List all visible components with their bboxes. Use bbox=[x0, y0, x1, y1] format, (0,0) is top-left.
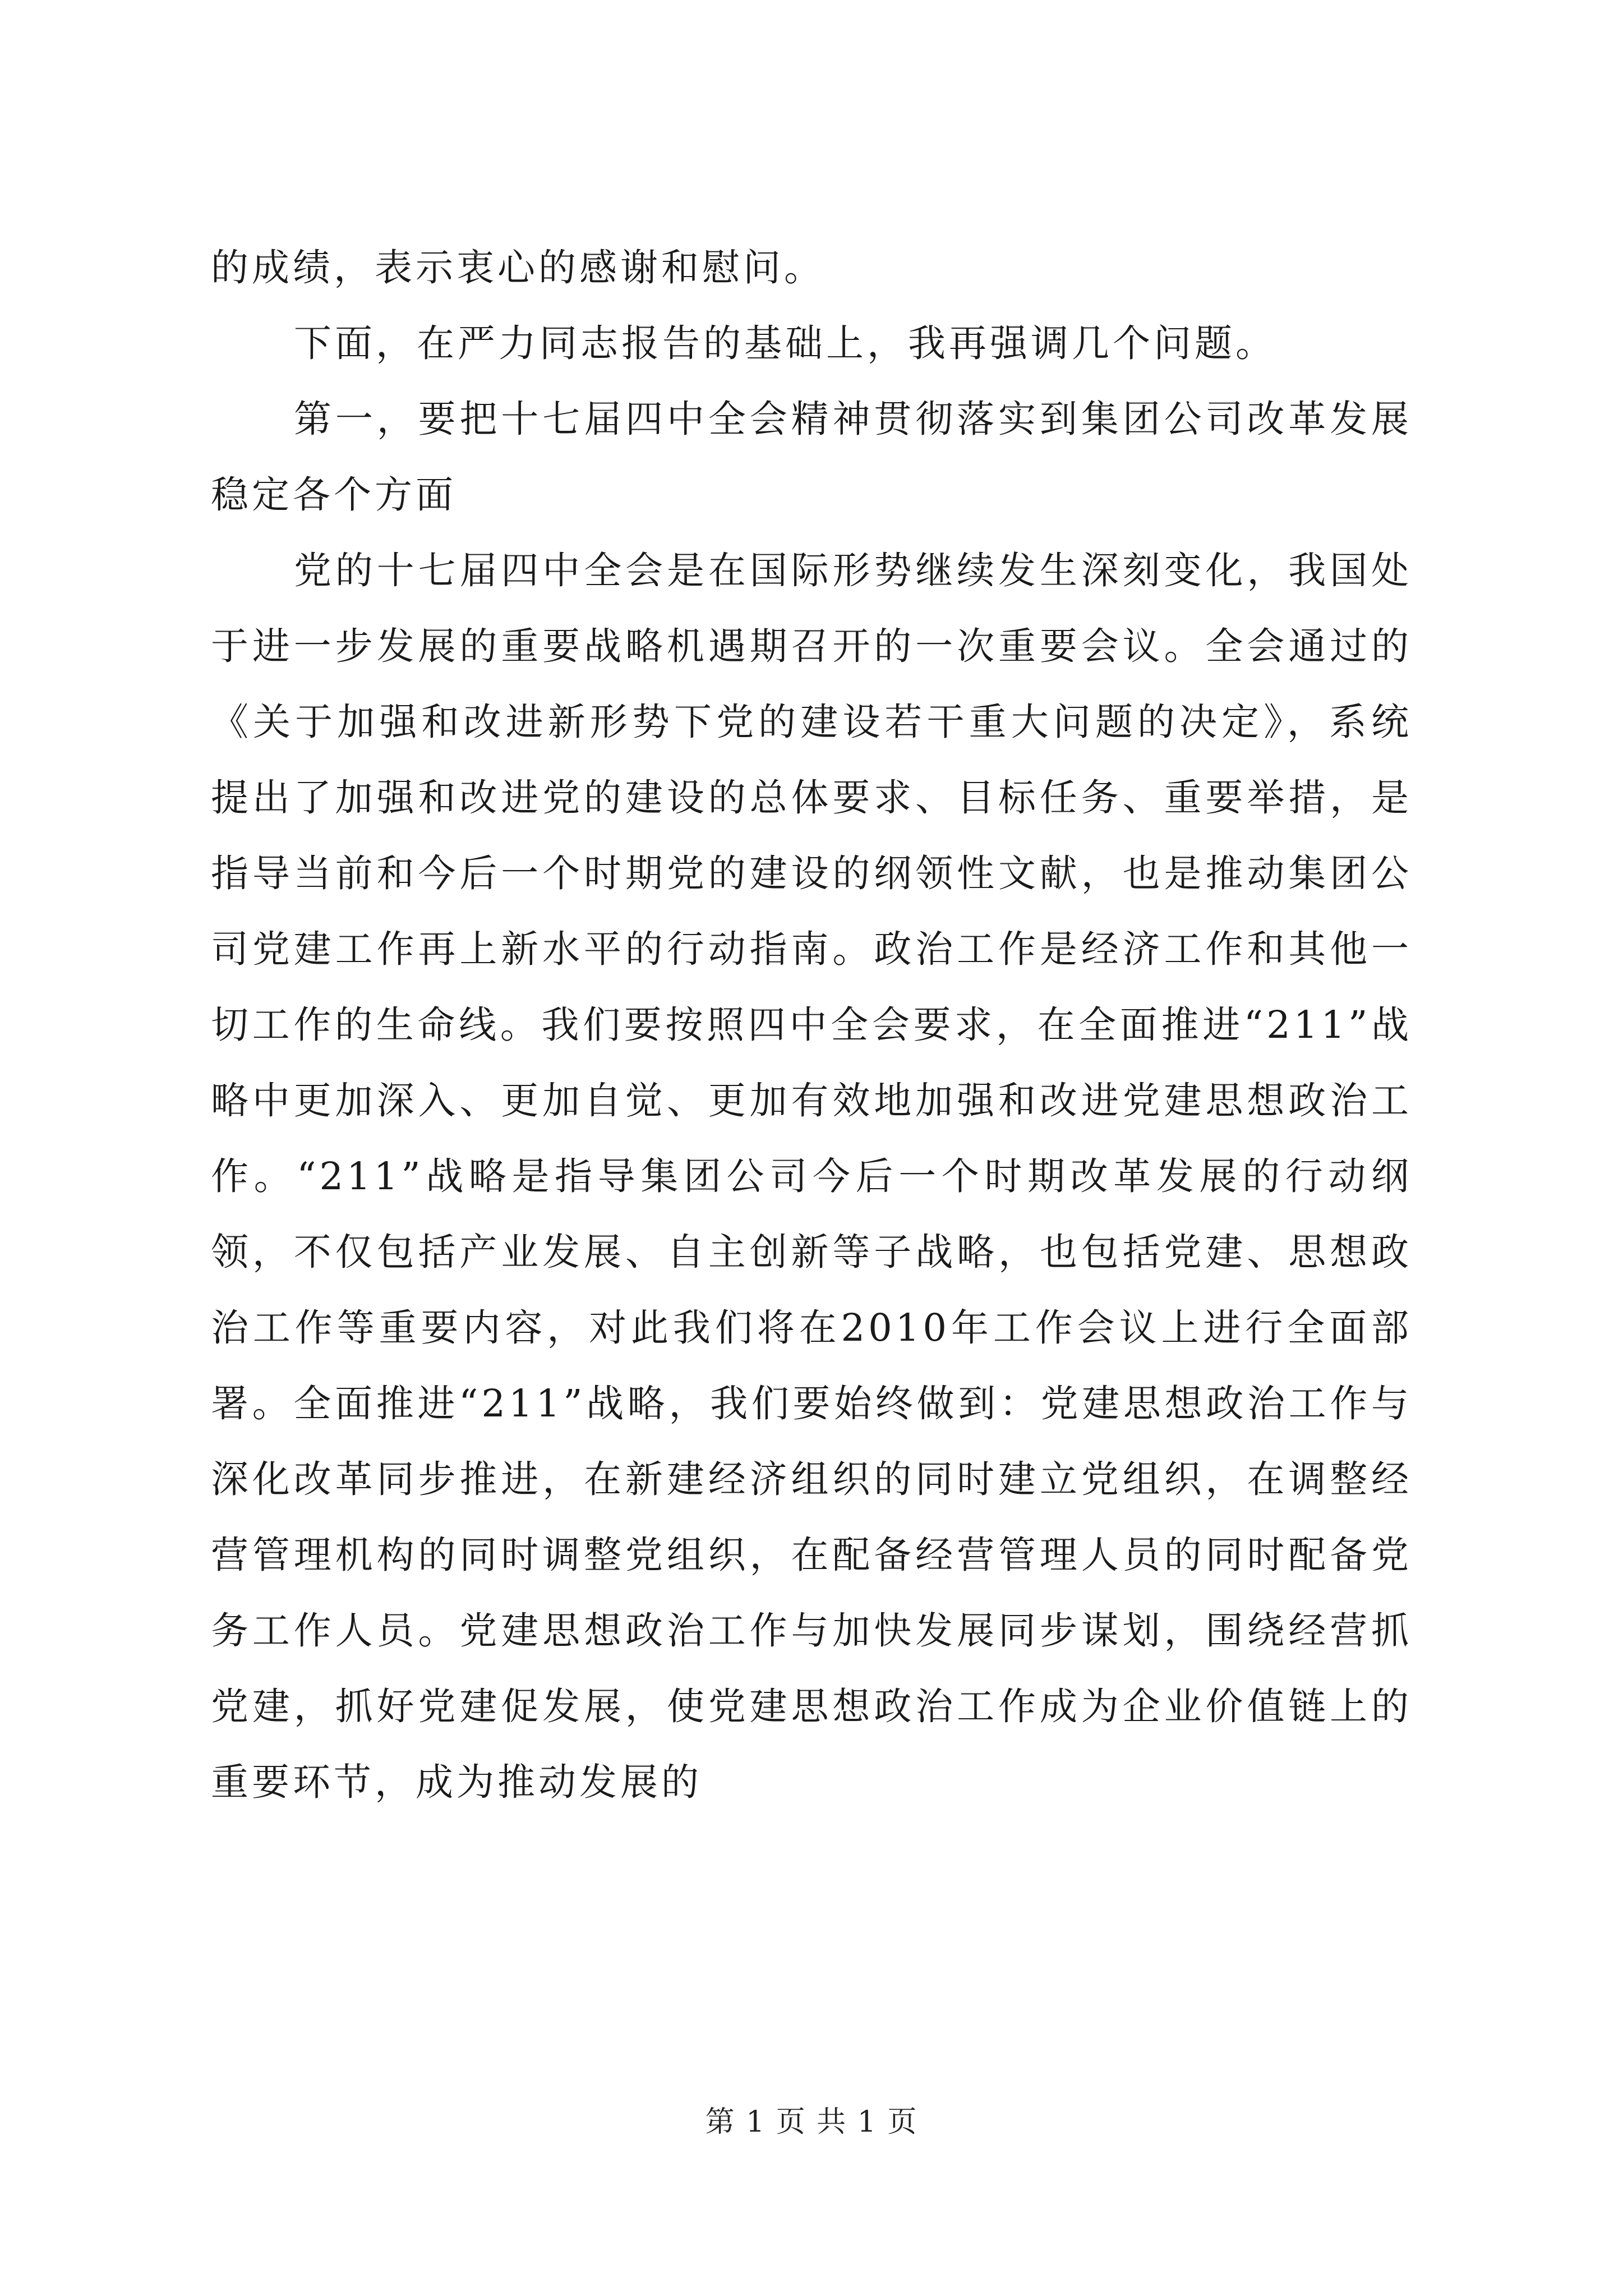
section-heading: 第一，要把十七届四中全会精神贯彻落实到集团公司改革发展稳定各个方面 bbox=[211, 397, 1412, 517]
document-body bbox=[211, 230, 1412, 1820]
page-number-footer: 第 1 页 共 1 页 bbox=[705, 2105, 918, 2139]
paragraph-2: 下面，在严力同志报告的基础上，我再强调几个问题。 bbox=[294, 321, 1276, 365]
paragraph-1: 的成绩，表示衷心的感谢和慰问。 bbox=[211, 246, 825, 289]
paragraph-4: 党的十七届四中全会是在国际形势继续发生深刻变化，我国处于进一步发展的重要战略机遇期召开的一次重要会议。全会通过的《关于加强和改进新形势下党的建设若干重大问题的决定》，系统提出了加强和改进党的建设的总体要求、目标任务、重要举措，是指导当前和今后一个时期党的建设的纲领性文献，也是推动集团公司党建工作再上新水平的行动指南。政治工作是经济工作和其他一切工作的生命线。我们要按照四中全会要求，在全面推进“211”战略中更加深入、更加自觉、更加有效地加强和改进党建思想政治工作。“211”战略是指导集团公司今后一个时期改革发展的行动纲领，不仅包括产业发展、自主创新等子战略，也包括党建、思想政治工作等重要内容，对此我们将在2010年工作会议上进行全面部署。全面推进“211”战略，我们要始终做到：党建思想政治工作与深化改革同步推进，在新建经济组织的同时建立党组织，在调整经营管理机构的同时调整党组织，在配备经营管理人员的同时配备党务工作人员。党建思想政治工作与加快发展同步谋划，围绕经营抓党建，抓好党建促发展，使党建思想政治工作成为企业价值链上的重要环节，成为推动发展的 bbox=[211, 549, 1412, 1804]
